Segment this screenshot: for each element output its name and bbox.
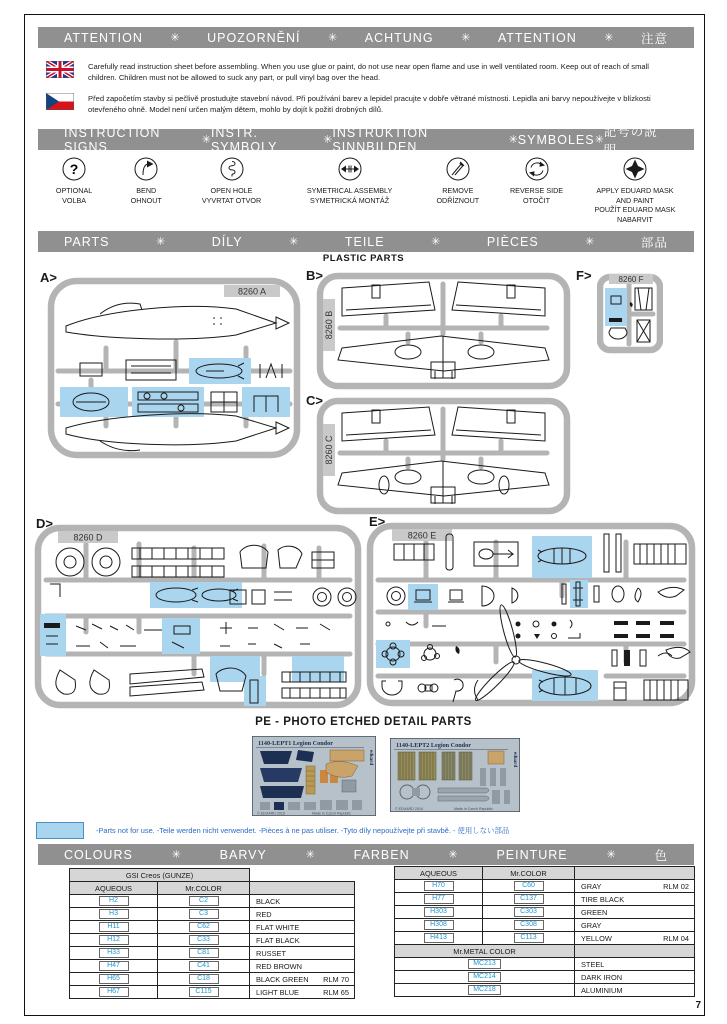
paint-code-chip: H12 — [99, 935, 129, 946]
pe-fret-2-label: 1140-LEPT2 Legion Condor — [396, 742, 471, 749]
remove-icon — [445, 156, 471, 182]
optional-icon — [61, 156, 87, 182]
paint-code-chip: H308 — [424, 920, 454, 931]
paint-code-chip: C60 — [514, 881, 544, 892]
sign-symmetrical-assembly — [281, 156, 419, 225]
aqueous-code-cell — [394, 918, 483, 932]
pe-fret-2-footer-right: Made in Czech Republic — [454, 807, 493, 811]
paint-code-chip: H33 — [99, 948, 129, 959]
paint-code-chip: H413 — [424, 933, 454, 944]
paint-code-chip: C303 — [514, 907, 544, 918]
asterisk-separator: ✳ — [323, 134, 333, 146]
pe-fret-2-photo — [390, 738, 520, 812]
metal-color-header-blank — [574, 944, 695, 958]
mrcolor-code-cell — [157, 972, 250, 986]
legend-text: -Parts not for use. -Teile werden nicht verwendet. -Pièces à ne pas utiliser. -Tyto díly nepoužívejte při stavbě. - 使用しない部品 — [96, 826, 510, 835]
sprue-code-b: 8260 B — [324, 310, 334, 340]
paint-code-chip: H3 — [99, 909, 129, 920]
asterisk-separator: ✳ — [431, 236, 441, 248]
pe-fret-1-footer-right: Made in Czech Republic — [312, 811, 351, 816]
instruction-signs-bar — [38, 124, 694, 157]
pe-fret-1-photo — [252, 736, 376, 816]
sign-label: REVERSE SIDE — [509, 186, 564, 195]
col-header-aqueous: AQUEOUS — [69, 881, 158, 895]
sprue-d-diagram — [34, 524, 362, 709]
paint-name-cell: FLAT BLACK — [249, 933, 355, 947]
paint-code-chip: C33 — [189, 935, 219, 946]
bar-label: TEILE — [344, 234, 385, 249]
unused-part-highlight — [408, 584, 438, 610]
mrcolor-code-cell — [482, 918, 575, 932]
paint-code-chip: C41 — [189, 961, 219, 972]
warning-english — [46, 61, 666, 83]
mrcolor-code-cell — [157, 907, 250, 921]
instruction-signs-row — [38, 156, 694, 225]
paint-code-chip: MC214 — [468, 972, 501, 983]
sprue-code-c: 8260 C — [324, 435, 334, 465]
bar-label: PIÈCES — [486, 234, 539, 249]
col-header-mrcolor: Mr.COLOR — [157, 881, 250, 895]
wing-lower — [338, 461, 549, 504]
aqueous-code-cell — [69, 946, 158, 960]
asterisk-separator: ✳ — [156, 236, 166, 248]
col-header-name — [574, 866, 695, 880]
paint-code-chip: H67 — [99, 987, 129, 998]
sprue-b-diagram — [316, 272, 571, 390]
sprue-e-diagram — [366, 522, 696, 707]
rlm-code: RLM 65 — [323, 987, 349, 997]
bar-label-jp: 部品 — [640, 235, 668, 250]
asterisk-separator: ✳ — [604, 32, 614, 44]
sprue-code-e: 8260 E — [407, 530, 437, 541]
sign-eduard-mask — [576, 156, 694, 225]
sign-label: REMOVE — [442, 186, 474, 195]
sign-label: ODŘÍZNOUT — [436, 195, 480, 205]
paint-name-cell: DARK IRON — [574, 970, 695, 984]
sprue-letter-e: E> — [369, 514, 386, 529]
paint-name-cell: TIRE BLACK — [574, 892, 695, 906]
bar-label: PARTS — [64, 234, 110, 249]
paint-code-chip: H47 — [99, 961, 129, 972]
pe-fret-1-label: 1140-LEPT1 Legion Condor — [258, 740, 333, 747]
mrcolor-code-cell — [157, 894, 250, 908]
blue-highlight-swatch — [36, 822, 84, 839]
paint-name-cell: BLACK — [249, 894, 355, 908]
aqueous-code-cell — [69, 907, 158, 921]
pe-fret-2-footer-left: © EDUARD 2016 — [395, 807, 423, 811]
plastic-parts-title: PLASTIC PARTS — [322, 253, 405, 264]
sign-label: AND PAINT — [616, 195, 654, 205]
paint-code-chip: C308 — [514, 920, 544, 931]
paint-code-chip: H77 — [424, 894, 454, 905]
unused-part-highlight — [376, 640, 410, 668]
sprue-a-diagram — [46, 276, 302, 460]
pe-fret-2-brand: eduard — [512, 752, 517, 768]
czech-flag-icon — [46, 93, 74, 110]
unused-parts-legend — [36, 822, 509, 839]
paint-code-chip: H303 — [424, 907, 454, 918]
open-hole-icon — [219, 156, 245, 182]
paint-code-chip: H65 — [99, 974, 129, 985]
pe-fret-1-footer-left: © EDUARD 2016 — [257, 811, 285, 816]
paint-name-cell: GRAY RLM 02 — [574, 879, 695, 893]
mrcolor-code-cell — [157, 933, 250, 947]
paint-code-chip: H2 — [99, 896, 129, 907]
sign-remove — [418, 156, 497, 225]
asterisk-separator: ✳ — [585, 236, 595, 248]
paint-code-chip: H70 — [424, 881, 454, 892]
bar-label-jp: 注意 — [640, 31, 668, 46]
sign-label: APPLY EDUARD MASK — [596, 186, 674, 195]
page-number: 7 — [695, 1000, 701, 1011]
parts-bar — [38, 231, 694, 252]
sign-label: VOLBA — [62, 195, 87, 205]
col-header-name — [249, 881, 355, 895]
aqueous-code-cell — [394, 905, 483, 919]
rlm-code: RLM 04 — [663, 933, 689, 943]
aqueous-code-cell — [69, 972, 158, 986]
asterisk-separator: ✳ — [171, 849, 181, 861]
sign-reverse-side — [497, 156, 576, 225]
asterisk-separator: ✳ — [201, 134, 211, 146]
sprue-letter-f: F> — [576, 268, 592, 283]
colour-table-gunze-right — [395, 867, 695, 997]
metal-colour-row — [395, 984, 695, 997]
symmetrical-assembly-icon — [337, 156, 363, 182]
paint-code-chip: C81 — [189, 948, 219, 959]
sprue-letter-d: D> — [36, 516, 53, 531]
mrcolor-code-cell — [482, 905, 575, 919]
wing-lower — [338, 336, 549, 379]
bar-label: FARBEN — [353, 847, 410, 862]
sign-label: OPEN HOLE — [210, 186, 253, 195]
mrcolor-code-cell — [482, 892, 575, 906]
paint-name-cell: YELLOW RLM 04 — [574, 931, 695, 945]
sprue-letter-a: A> — [40, 270, 57, 285]
sprue-code-a: 8260 A — [237, 286, 267, 297]
metal-code-cell — [394, 983, 575, 997]
paint-code-chip: C137 — [514, 894, 544, 905]
bar-label: SYMBOLES — [517, 132, 595, 147]
paint-name-cell: LIGHT BLUE RLM 65 — [249, 985, 355, 999]
paint-name-cell: RED — [249, 907, 355, 921]
paint-code-chip: C62 — [189, 922, 219, 933]
sprue-code-d: 8260 D — [73, 532, 103, 543]
aqueous-code-cell — [394, 892, 483, 906]
sprue-letter-b: B> — [306, 268, 323, 283]
paint-name-cell: BLACK GREEN RLM 70 — [249, 972, 355, 986]
aqueous-code-cell — [69, 933, 158, 947]
mrcolor-code-cell — [157, 946, 250, 960]
aqueous-code-cell — [69, 985, 158, 999]
aqueous-code-cell — [69, 920, 158, 934]
bar-label: COLOURS — [64, 847, 133, 862]
unused-part-highlight — [162, 618, 200, 654]
sprue-c-diagram — [316, 397, 571, 515]
sprue-f-diagram — [597, 272, 663, 354]
sign-label: BEND — [136, 186, 157, 195]
asterisk-separator: ✳ — [170, 32, 180, 44]
paint-name-cell: RED BROWN — [249, 959, 355, 973]
bar-label: DÍLY — [211, 234, 243, 249]
sign-label: SYMETRICKÁ MONTÁŽ — [310, 195, 390, 205]
eduard-mask-icon — [622, 156, 648, 182]
paint-name-cell: GRAY — [574, 918, 695, 932]
bar-label: INSTR. SYMBOLY — [210, 125, 278, 154]
sign-optional — [38, 156, 110, 225]
unused-part-highlight — [570, 580, 588, 608]
mrcolor-code-cell — [157, 920, 250, 934]
sign-open-hole — [182, 156, 280, 225]
metal-color-header: Mr.METAL COLOR — [394, 944, 575, 958]
paint-name-cell: RUSSET — [249, 946, 355, 960]
asterisk-separator: ✳ — [448, 849, 458, 861]
sign-label: POUŽÍT EDUARD MASK — [594, 205, 676, 215]
bar-label: ACHTUNG — [364, 30, 434, 45]
paint-code-chip: C115 — [189, 987, 219, 998]
bar-label: BARVY — [219, 847, 267, 862]
bar-label-jp: 色 — [654, 848, 668, 863]
bar-label: PEINTURE — [496, 847, 568, 862]
reverse-side-icon — [524, 156, 550, 182]
paint-code-chip: MC218 — [468, 985, 501, 996]
asterisk-separator: ✳ — [289, 236, 299, 248]
warning-text-cs: Před započetím stavby si pečlivě prostudujte stavební návod. Při používání barev a lepidel pracujte v dobře větrané místnosti. Lepidla ani barvy nepoužívejte v blízkosti otevřeného ohně. Model není určen malým dětem, mohlo by dojít k požití drobných dílů. — [88, 94, 651, 114]
sprue-letter-c: C> — [306, 393, 323, 408]
mrcolor-code-cell — [482, 879, 575, 893]
paint-name-cell: FLAT WHITE — [249, 920, 355, 934]
warning-czech — [46, 93, 666, 115]
paint-code-chip: C113 — [514, 933, 544, 944]
bar-label: INSTRUCTION SIGNS — [64, 125, 161, 154]
metal-code-cell — [394, 970, 575, 984]
bar-label: UPOZORNĚNÍ — [207, 30, 301, 45]
bar-label: ATTENTION — [64, 30, 143, 45]
sign-label: OHNOUT — [130, 195, 162, 205]
aqueous-code-cell — [394, 931, 483, 945]
sign-label: OPTIONAL — [55, 186, 93, 195]
unused-part-highlight — [40, 614, 66, 656]
paint-code-chip: C2 — [189, 896, 219, 907]
aqueous-code-cell — [69, 959, 158, 973]
mrcolor-code-cell — [482, 931, 575, 945]
mrcolor-code-cell — [157, 959, 250, 973]
pe-fret-1-brand: eduard — [368, 750, 373, 766]
rlm-code: RLM 70 — [323, 974, 349, 984]
colours-bar — [38, 844, 694, 865]
asterisk-separator: ✳ — [305, 849, 315, 861]
bar-label: INSTRUKTION SINNBILDEN — [332, 125, 429, 154]
rlm-code: RLM 02 — [663, 881, 689, 891]
colour-table-gunze-left — [70, 869, 355, 999]
asterisk-separator: ✳ — [461, 32, 471, 44]
mrcolor-code-cell — [157, 985, 250, 999]
paint-code-chip: C18 — [189, 974, 219, 985]
sign-label: NABARVIT — [617, 215, 653, 225]
pe-section-title: PE - PHOTO ETCHED DETAIL PARTS — [255, 716, 472, 728]
warning-text-en: Carefully read instruction sheet before assembling. When you use glue or paint, do not use near open flame and use in well ventilated room. Keep out of reach of small children. Children must not be allowed to suck any part, or pull vinyl bag over the head. — [88, 62, 649, 82]
bar-label-jp: 記号の説明 — [603, 124, 658, 157]
colour-table-row — [70, 986, 355, 999]
brand-header: GSI Creos (GUNZE) — [69, 868, 250, 882]
sign-label: OTOČIT — [523, 195, 551, 205]
aqueous-code-cell — [69, 894, 158, 908]
bend-icon — [133, 156, 159, 182]
paint-code-chip: C3 — [189, 909, 219, 920]
paint-code-chip: H11 — [99, 922, 129, 933]
fuselage-half-upper — [66, 303, 289, 339]
col-header-mrcolor: Mr.COLOR — [482, 866, 575, 880]
paint-name-cell: STEEL — [574, 957, 695, 971]
sign-label: SYMETRICAL ASSEMBLY — [306, 186, 393, 195]
paint-code-chip: MC213 — [468, 959, 501, 970]
asterisk-separator: ✳ — [594, 134, 604, 146]
paint-name-cell: ALUMINIUM — [574, 983, 695, 997]
asterisk-separator: ✳ — [508, 134, 518, 146]
asterisk-separator: ✳ — [328, 32, 338, 44]
sprue-code-f: 8260 F — [618, 275, 644, 284]
uk-flag-icon — [46, 61, 74, 78]
sign-label: VYVRTAT OTVOR — [201, 195, 262, 205]
bar-label: ATTENTION — [497, 30, 577, 45]
aqueous-code-cell — [394, 879, 483, 893]
paint-name-cell: GREEN — [574, 905, 695, 919]
svg-text:?: ? — [69, 161, 79, 177]
metal-code-cell — [394, 957, 575, 971]
col-header-aqueous: AQUEOUS — [394, 866, 483, 880]
attention-bar — [38, 27, 694, 48]
asterisk-separator: ✳ — [606, 849, 616, 861]
sign-bend — [110, 156, 182, 225]
